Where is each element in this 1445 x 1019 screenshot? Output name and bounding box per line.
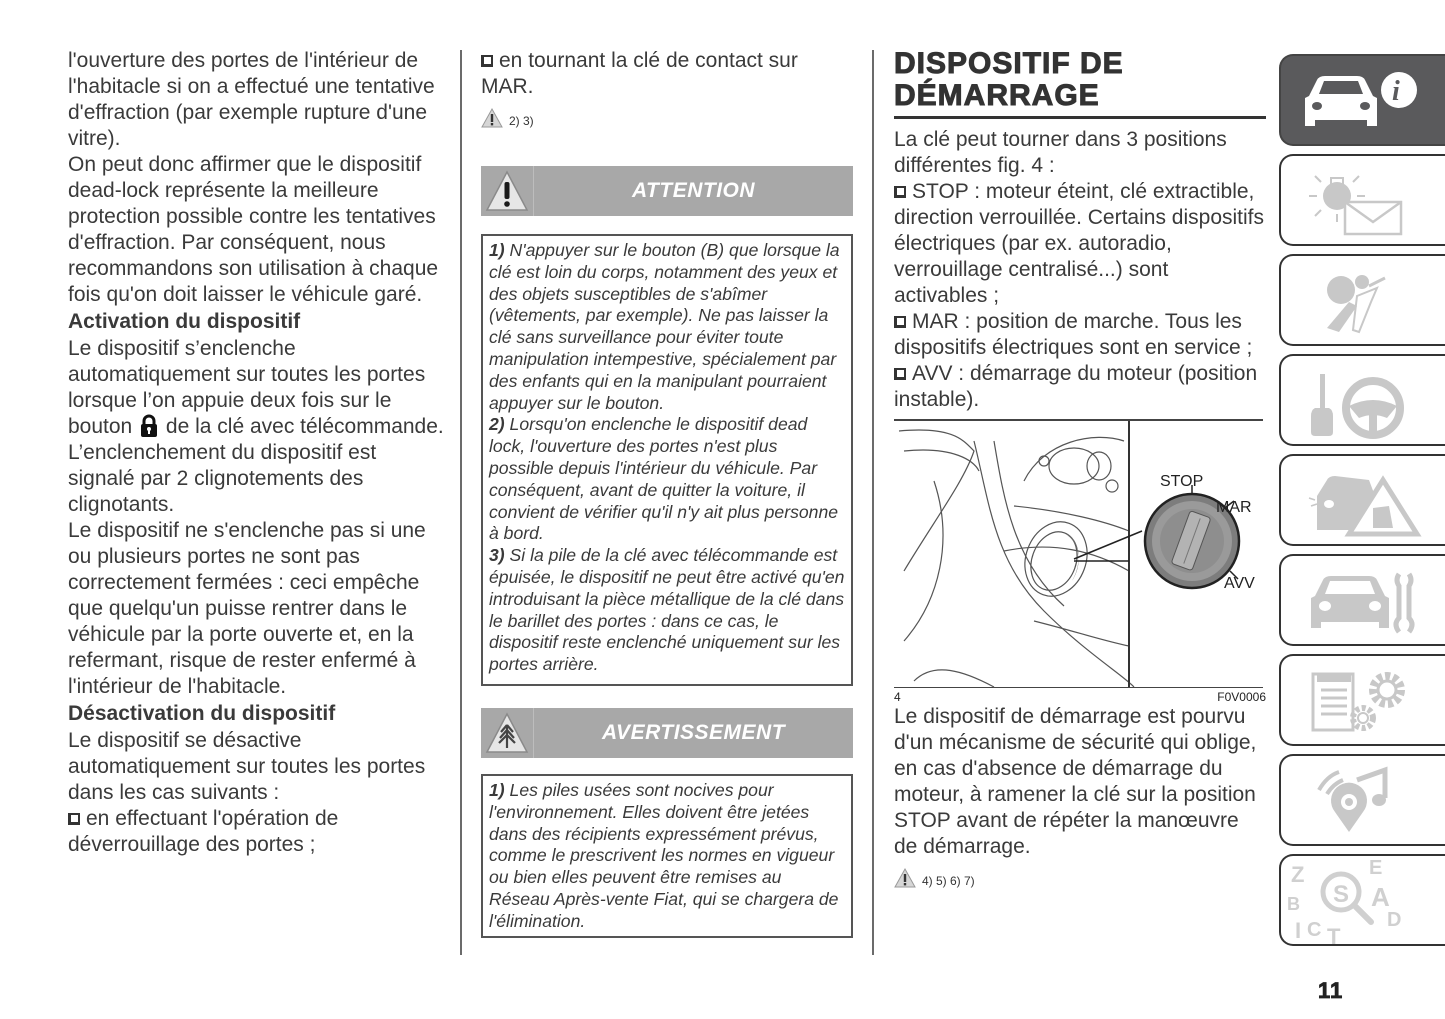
intro-paragraph: La clé peut tourner dans 3 positions différentes fig. 4 : [894, 128, 1227, 177]
attention-triangle-icon [485, 170, 529, 212]
paragraph-safety-mechanism: Le dispositif de démarrage est pourvu d'un mécanisme de sécurité qui oblige, en cas d'absence de démarrage du moteur, à ramener la clé sur la position STOP avant de répéter la manœuvre de démarrage. [894, 705, 1257, 858]
avertissement-title: AVERTISSEMENT [601, 721, 786, 744]
attention-icon-cell [481, 166, 534, 216]
bullet-text: en effectuant l'opération de déverrouillage des portes ; [68, 807, 339, 856]
svg-text:S: S [1333, 881, 1350, 908]
figure-caption [894, 690, 1266, 704]
position-label: STOP [912, 180, 969, 203]
column-divider-1 [460, 50, 462, 955]
warning-refs: 2) 3) [509, 114, 534, 128]
specs-gears-icon [1299, 666, 1429, 738]
ignition-figure [894, 419, 1263, 688]
label-stop: STOP [1160, 473, 1204, 490]
figure-number: 4 [894, 690, 901, 704]
avertissement-note-1 [489, 780, 845, 933]
environment-tree-icon [485, 712, 529, 754]
paragraph-activation [68, 336, 448, 440]
note-number: 2) [489, 414, 505, 435]
svg-text:A: A [1371, 882, 1390, 912]
car-info-icon [1299, 66, 1429, 138]
warning-light-message-icon [1299, 166, 1429, 238]
warning-reference [894, 864, 1266, 888]
multimedia-music-icon [1299, 766, 1429, 838]
svg-text:B: B [1287, 894, 1300, 914]
avertissement-icon-cell [481, 708, 534, 758]
tab-safety[interactable] [1279, 254, 1445, 346]
position-text: : position de marche. Tous les dispositifs électriques sont en service ; [894, 310, 1253, 359]
key-steering-wheel-icon [1299, 366, 1429, 438]
tab-warning-lights-messages[interactable] [1279, 154, 1445, 246]
svg-text:C: C [1307, 919, 1322, 941]
svg-text:D: D [1387, 909, 1402, 931]
column-2 [481, 48, 853, 938]
tab-index[interactable] [1279, 854, 1445, 949]
bullet-square-icon [894, 368, 906, 380]
bullet-square-icon [894, 316, 906, 328]
ignition-switch-illustration [894, 421, 1263, 687]
position-text: : moteur éteint, clé extractible, direction verrouillée. Certains dispositifs électriques (par ex. autoradio, verrouillage centralisé...) sont activables ; [894, 180, 1264, 307]
note-text: N'appuyer sur le bouton (B) que lorsque la clé est loin du corps, notamment des yeux et des objets susceptibles de s'abîmer (vêtements, par exemple). Ne pas laisser la clé sans surveillance pour éviter toute manipulation intempestive, spécialement par des enfants qui en la manipulant pourraient appuyer sur le bouton. [489, 240, 840, 413]
warning-refs: 4) 5) 6) 7) [922, 874, 975, 888]
deactivation-heading: Désactivation du dispositif [68, 702, 336, 725]
column-1 [68, 48, 448, 858]
paragraph-intrusion: l'ouverture des portes de l'intérieur de l'habitacle si on a effectué une tentative d'effraction (par exemple rupture d'une vitre). [68, 49, 435, 150]
tab-car-info[interactable] [1279, 54, 1445, 146]
svg-text:E: E [1369, 857, 1383, 879]
svg-text:I: I [1295, 918, 1302, 943]
car-hazard-triangle-icon [1299, 466, 1429, 538]
activation-text-before: Le dispositif s’enclenche automatiquement sur toutes les portes lorsque l’on appuie deux fois sur le bouton [68, 337, 426, 438]
alphabetical-index-search-icon [1285, 857, 1415, 949]
paragraph-doors-not-closed: Le dispositif ne s'enclenche pas si une ou plusieurs portes ne sont pas correctement fermées : ceci empêche que quelqu'un puisse rentrer dans le véhicule par la porte ouverte et, en la refermant, risque de rester enfermé à l'intérieur de l'habitacle. [68, 519, 426, 698]
position-avv [894, 361, 1266, 413]
attention-notes-box [481, 234, 853, 686]
svg-text:i: i [1392, 76, 1400, 107]
note-number: 1) [489, 240, 505, 260]
avertissement-notes-box [481, 774, 853, 938]
note-text: Si la pile de la clé avec télécommande est épuisée, le dispositif ne peut être activé qu'en introduisant la pièce métallique de la clé dans le barillet des portes : dans ce cas, le dispositif reste enclenché uniquement sur les portes arrière. [489, 545, 845, 675]
warning-reference [481, 104, 853, 128]
attention-title: ATTENTION [631, 179, 756, 202]
position-label: AVV [912, 362, 953, 385]
deactivation-bullet-2 [481, 48, 853, 100]
activation-heading: Activation du dispositif [68, 310, 301, 333]
lock-icon [140, 414, 158, 438]
avertissement-banner [481, 708, 853, 758]
paragraph-activation-signal: L’enclenchement du dispositif est signalé par 2 clignotements des clignotants. [68, 441, 377, 516]
attention-note-3 [489, 545, 845, 676]
activation-text-after: de la clé avec télécommande. [165, 415, 444, 438]
note-number: 1) [489, 780, 505, 800]
note-text: Les piles usées sont nocives pour l'environnement. Elles doivent être jetées dans des récipients expressément prévus, comme le prescrivent les normes en vigueur ou bien elles peuvent être remises au Réseau Après-vente Fiat, qui se chargera de l'élimination. [489, 780, 839, 931]
tab-emergency[interactable] [1279, 454, 1445, 546]
svg-text:T: T [1327, 924, 1341, 949]
tab-multimedia[interactable] [1279, 754, 1445, 846]
section-title: DISPOSITIF DE DÉMARRAGE [894, 48, 1266, 119]
car-wrench-icon [1299, 566, 1429, 638]
airbag-seat-icon [1299, 266, 1429, 338]
position-stop [894, 179, 1266, 309]
position-label: MAR [912, 310, 959, 333]
bullet-square-icon [68, 813, 80, 825]
attention-banner [481, 166, 853, 216]
tab-maintenance[interactable] [1279, 554, 1445, 646]
bullet-text: en tournant la clé de contact sur MAR. [481, 49, 798, 98]
warning-triangle-icon [481, 108, 503, 128]
paragraph-deactivation: Le dispositif se désactive automatiquement sur toutes les portes dans les cas suivants : [68, 729, 426, 804]
label-avv: AVV [1224, 575, 1255, 592]
position-text: : démarrage du moteur (position instable). [894, 362, 1258, 411]
page-number: 11 [1318, 978, 1344, 1003]
warning-triangle-icon [894, 868, 916, 888]
chapter-tabs [1279, 54, 1445, 954]
note-number: 3) [489, 545, 505, 566]
attention-note-1 [489, 240, 845, 414]
label-mar: MAR [1216, 499, 1252, 516]
tab-technical-data[interactable] [1279, 654, 1445, 746]
attention-note-2 [489, 414, 845, 545]
position-mar [894, 309, 1266, 361]
paragraph-deadlock-protection: On peut donc affirmer que le dispositif dead-lock représente la meilleure protection possible contre les tentatives d'effraction. Par conséquent, nous recommandons son utilisation à chaque fois qu'on doit laisser le véhicule garé. [68, 153, 439, 306]
figure-code: F0V0006 [1217, 690, 1266, 704]
svg-text:Z: Z [1291, 862, 1305, 887]
column-divider-2 [872, 50, 874, 955]
note-text: Lorsqu'on enclenche le dispositif dead lock, l'ouverture des portes n'est plus possible depuis l'intérieur du véhicule. Par conséquent, avant de quitter la voiture, il convient de vérifier qu'il n'y ait plus personne à bord. [489, 414, 839, 544]
bullet-square-icon [481, 55, 493, 67]
bullet-square-icon [894, 186, 906, 198]
column-3 [894, 48, 1266, 888]
tab-starting-driving[interactable] [1279, 354, 1445, 446]
deactivation-bullet-1 [68, 806, 448, 858]
